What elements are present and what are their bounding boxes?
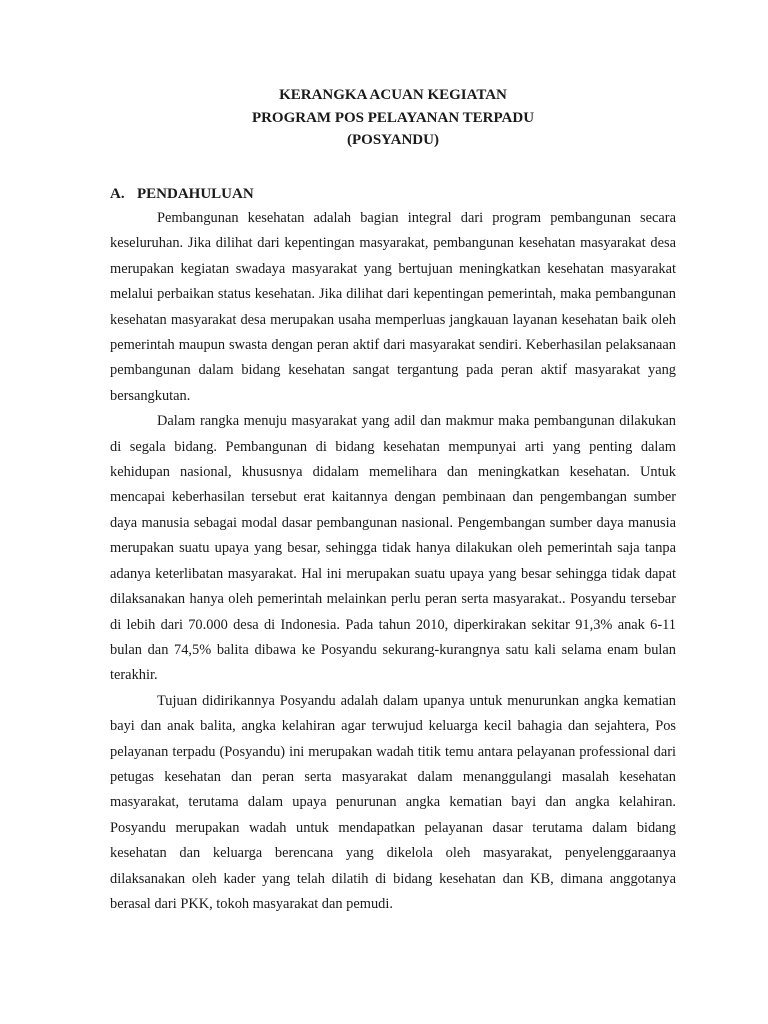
- section-letter: A.: [110, 186, 125, 202]
- document-title: [110, 84, 676, 152]
- section-heading: [110, 183, 254, 205]
- section-body: [110, 206, 676, 917]
- section-title: PENDAHULUAN: [137, 186, 254, 202]
- paragraph-2: Dalam rangka menuju masyarakat yang adil dan makmur maka pembangunan dilakukan di segala bidang. Pembangunan di bidang kesehatan mempunyai arti yang penting dalam kehidupan nasional, khususnya didalam memelihara dan meningkatkan kesehatan. Untuk mencapai keberhasilan tersebut erat kaitannya dengan pembinaan dan pengembangan sumber daya manusia sebagai modal dasar pembangunan nasional. Pengembangan sumber daya manusia merupakan suatu upaya yang besar, sehingga tidak hanya dilakukan oleh pemerintah saja tanpa adanya keterlibatan masyarakat. Hal ini merupakan suatu upaya yang besar sehingga tidak dapat dilaksanakan hanya oleh pemerintah melainkan perlu peran serta masyarakat.. Posyandu tersebar di lebih dari 70.000 desa di Indonesia. Pada tahun 2010, diperkirakan sekitar 91,3% anak 6-11 bulan dan 74,5% balita dibawa ke Posyandu sekurang-kurangnya satu kali selama enam bulan terakhir.: [110, 413, 676, 684]
- title-line-1: KERANGKA ACUAN KEGIATAN: [279, 87, 507, 103]
- title-line-3: (POSYANDU): [347, 132, 439, 148]
- paragraph-3: Tujuan didirikannya Posyandu adalah dalam upanya untuk menurunkan angka kematian bayi dan anak balita, angka kelahiran agar terwujud keluarga kecil bahagia dan sejahtera, Pos pelayanan terpadu (Posyandu) ini merupakan wadah titik temu antara pelayanan professional dari petugas kesehatan dan peran serta masyarakat dalam menanggulangi masalah kesehatan masyarakat, terutama dalam upaya penurunan angka kematian bayi dan angka kelahiran. Posyandu merupakan wadah untuk mendapatkan pelayanan dasar terutama dalam bidang kesehatan dan keluarga berencana yang dikelola oleh masyarakat, penyelenggaraanya dilaksanakan oleh kader yang telah dilatih di bidang kesehatan dan KB, dimana anggotanya berasal dari PKK, tokoh masyarakat dan pemudi.: [110, 692, 676, 912]
- title-line-2: PROGRAM POS PELAYANAN TERPADU: [251, 109, 535, 126]
- paragraph-1: Pembangunan kesehatan adalah bagian integral dari program pembangunan secara keseluruhan. Jika dilihat dari kepentingan masyarakat, pembangunan kesehatan masyarakat desa merupakan kegiatan swadaya masyarakat yang bertujuan meningkatkan kesehatan masyarakat melalui perbaikan status kesehatan. Jika dilihat dari kepentingan pemerintah, maka pembangunan kesehatan masyarakat desa merupakan usaha memperluas jangkauan layanan kesehatan baik oleh pemerintah maupun swasta dengan peran aktif dari masyarakat sendiri. Keberhasilan pelaksanaan pembangunan dalam bidang kesehatan sangat tergantung pada peran aktif masyarakat yang bersangkutan.: [110, 210, 676, 404]
